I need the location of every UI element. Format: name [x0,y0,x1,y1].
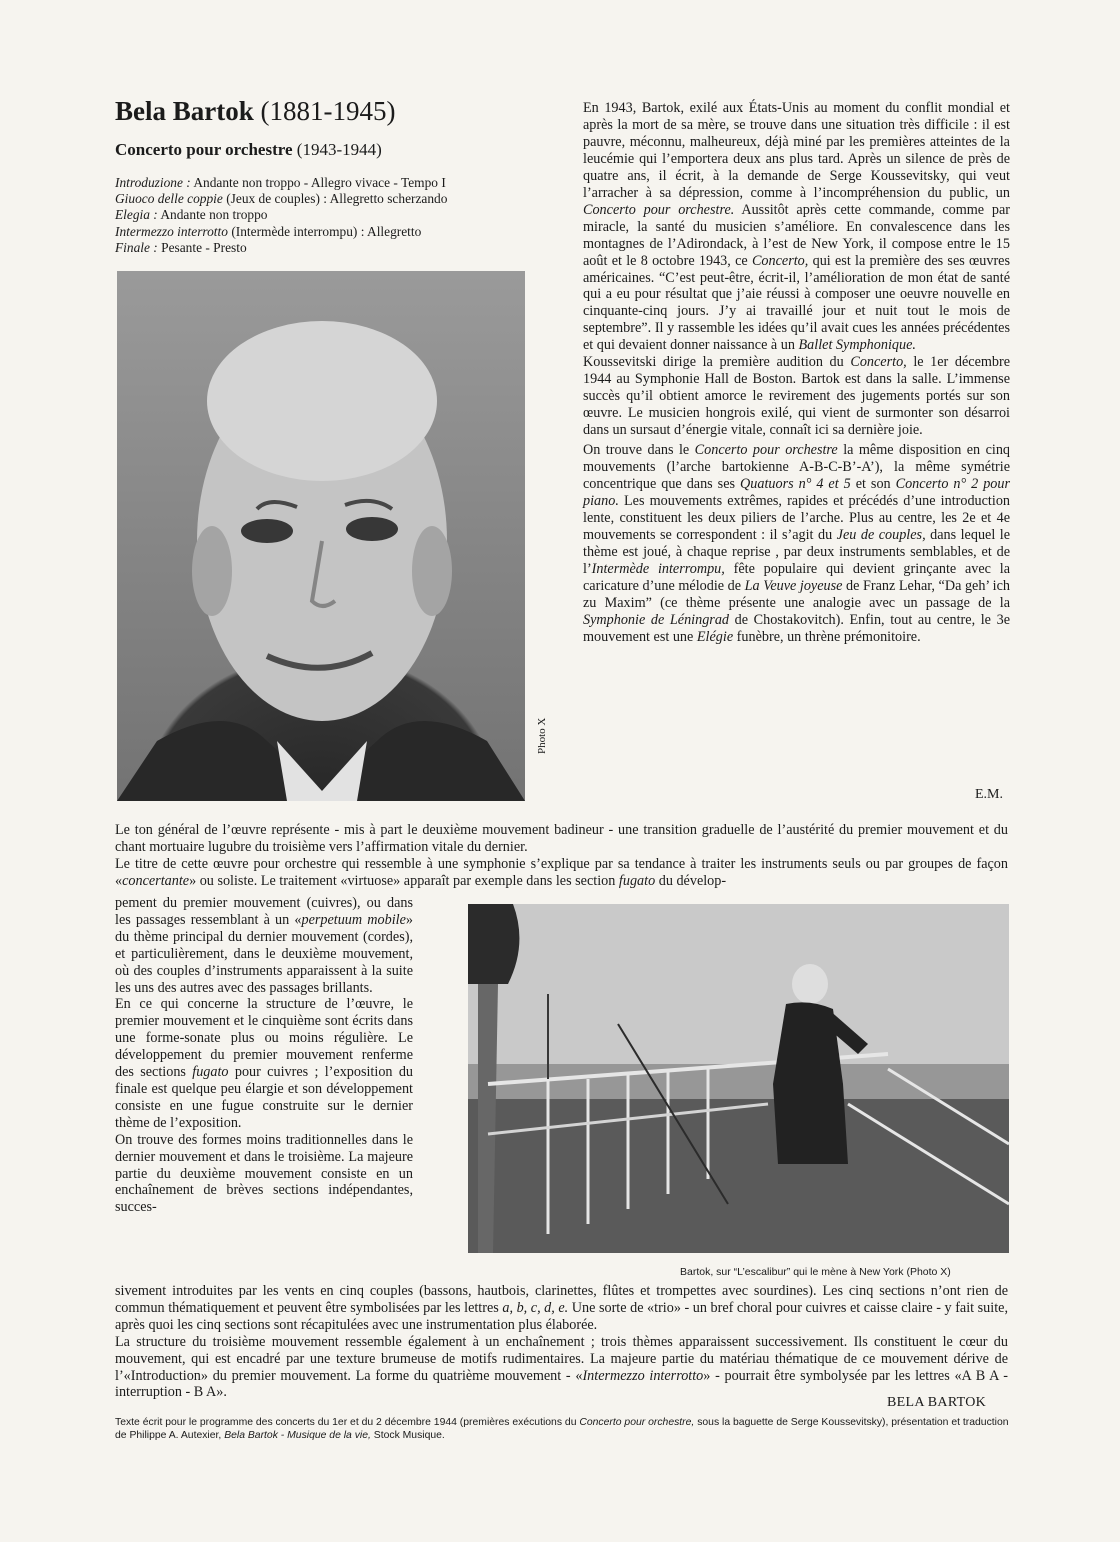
left-column [115,895,413,1216]
paragraph: pement du premier mouvement (cuivres), ou dans les passages ressemblant à un «perpetuum mobile» du thème principal du dernier mouvement (cordes), et particulièrement, dans le deuxième mouvement, où des couples d’instruments apparaissent à la suite les uns des autres avec des passages brillants. [115,895,413,996]
footnote: Texte écrit pour le programme des concerts du 1er et du 2 décembre 1944 (premières exécutions du Concerto pour orchestre, sous la baguette de Serge Koussevitsky), présentation et traduction de Philippe A. Autexier, Bela Bartok - Musique de la vie, Stock Musique. [115,1417,1009,1441]
paragraph: On trouve des formes moins traditionnelles dans le dernier mouvement et dans le troisième. La majeure partie du deuxième mouvement consiste en un enchaînement de brèves sections indépendantes, succes- [115,1131,413,1216]
paragraph: On trouve dans le Concerto pour orchestre la même disposition en cinq mouvements (l’arche bartokienne A-B-C-B’-A’), la même symétrie concentrique que dans ses Quatuors n° 4 et 5 et son Concerto n° 2 pour piano. Les mouvements extrêmes, rapides et précédés d’une introduction lente, constituent les deux piliers de l’arche. Plus au centre, les 2e et 4e mouvements se correspondent : il s’agit du Jeu de couples, dans lequel le thème est joué, à chaque reprise , par deux instruments semblables, et de l’Intermède interrompu, fête populaire qui devient grinçante avec la caricature d’une mélodie de La Veuve joyeuse de Franz Lehar, “Da geh’ ich zu Maxim” (ce thème présente une analogie avec un passage de la Symphonie de Léningrad de Chostakovitch). Enfin, tout au centre, le 3e mouvement est une Elégie funèbre, un thrène prémonitoire. [583,442,1011,645]
paragraph: La structure du troisième mouvement ressemble également à un enchaînement ; trois thèmes apparaissent successivement. Ils constituent le cœur du mouvement, qui est encadré par une texture brumeuse de motifs rudimentaires. La majeure partie du matériau thématique de ce mouvement dérive de l’«Introduction» du premier mouvement. La forme du quatrième mouvement - «Intermezzo interrotto» - pourrait être symbolysée par les lettres «A B A - interruption - B A». [115,1333,1008,1401]
fullwidth-text [115,822,1008,890]
paragraph: Koussevitski dirige la première audition du Concerto, le 1er décembre 1944 au Symphonie Hall de Boston. Bartok est dans la salle. L’immense succès qu’il obtient amorce le revirement des jugements portés sur son œuvre. Le musicien hongrois exilé, qui vient de surmonter son désarroi dans un sursaut d’énergie vitale, connaît ici sa dernière joie. [583,354,1011,439]
composer-signature: BELA BARTOK [887,1395,987,1410]
work-name: Concerto pour orchestre [115,140,293,159]
movements-list [115,175,545,256]
ship-photo [468,904,1009,1253]
ship-illustration [468,904,1009,1253]
movement-item: Finale : Pesante - Presto [115,239,247,255]
page-title [115,94,395,128]
portrait-illustration [117,271,525,801]
bottom-text [115,1283,1008,1401]
work-title [115,139,382,161]
composer-dates: (1881-1945) [260,96,396,126]
intro-column [583,100,1010,646]
movement-item: Introduzione : Andante non troppo - Allegro vivace - Tempo I [115,175,446,190]
portrait-photo [117,271,525,801]
photo-credit: Photo X [536,717,548,754]
paragraph: En ce qui concerne la structure de l’œuvre, le premier mouvement et le cinquième sont écrits dans une forme-sonate plus ou moins régulière. Le développement du premier mouvement renferme des sections fugato pour cuivres ; l’exposition du finale est quelque peu élargie et son développement consiste en une fugue construite sur le dernier thème de l’exposition. [115,996,414,1131]
paragraph: Le ton général de l’œuvre représente - mis à part le deuxième mouvement badineur - une transition graduelle de l’austérité du premier mouvement et du chant mortuaire lugubre du troisième vers l’affirmation vitale du dernier. [115,822,1008,855]
paragraph: En 1943, Bartok, exilé aux États-Unis au moment du conflit mondial et après la mort de sa mère, se trouve dans une situation très difficile : il est pauvre, méconnu, malheureux, déjà miné par les premières atteintes de la leucémie qui l’emportera deux ans plus tard. Après un silence de près de quatre ans, il écrit, à la demande de Serge Koussevitsky, qui veut l’arracher à sa dépression, comme à l’incompréhension du public, un Concerto pour orchestre. Aussitôt après cette commande, comme par miracle, la santé du musicien s’améliore. En convalescence dans les montagnes de l’Adirondack, à l’est de New York, il compose entre le 15 août et le 8 octobre 1943, ce Concerto, qui est la première des ses œuvres américaines. “C’est peut-être, écrit-il, l’amélioration de mon état de santé qui a eu pour résultat que j’aie réussi à composer une oeuvre nouvelle en cinquante-cinq jours. J’y ai travaillé jour et nuit tout le mois de septembre”. Il y rassemble les idées qu’il avait cues les années précédentes et qui devaient donner naissance à un Ballet Symphonique. [583,100,1011,354]
movement-item: Intermezzo interrotto (Intermède interrompu) : Allegretto [115,223,422,239]
photo-caption: Bartok, sur “L’escalibur” qui le mène à New York (Photo X) [680,1266,951,1278]
paragraph: Le titre de cette œuvre pour orchestre qui ressemble à une symphonie s’explique par sa tendance à traiter les instruments seuls ou par groupes de façon «concertante» ou soliste. Le traitement «virtuose» apparaît par exemple dans les section fugato du dévelop- [115,855,1008,889]
movement-item: Giuoco delle coppie (Jeux de couples) : Allegretto scherzando [115,191,448,207]
paragraph: sivement introduites par les vents en cinq couples (bassons, hautbois, clarinettes, flûtes et trompettes avec sourdines). Les cinq sections n’ont rien de commun thématiquement et peuvent être symbolisées par les lettres a, b, c, d, e. Une sorte de «trio» - un bref choral pour cuivres et caisse claire - y fait suite, après quoi les cinq sections sont récapitulées avec une instrumentation plus élaborée. [115,1283,1009,1333]
composer-name: Bela Bartok [115,96,254,126]
work-dates: (1943-1944) [296,140,382,159]
author-signature: E.M. [975,787,1003,802]
movement-item: Elegia : Andante non troppo [115,207,268,223]
